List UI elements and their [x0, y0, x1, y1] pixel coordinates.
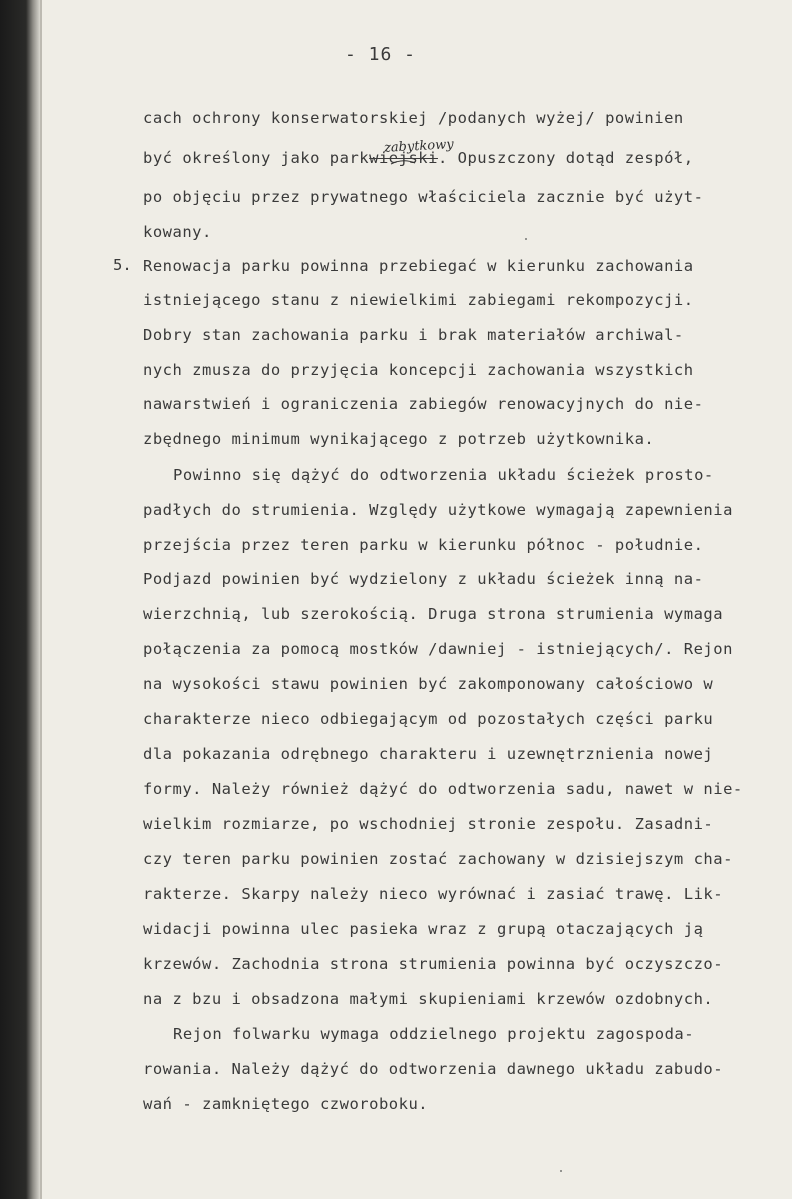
text-line: Dobry stan zachowania parku i brak materiałów archiwal- — [143, 326, 684, 344]
text-line: Podjazd powinien być wydzielony z układu ścieżek inną na- — [143, 570, 704, 588]
paper-speck — [525, 238, 527, 240]
text-line: Rejon folwarku wymaga oddzielnego projektu zagospoda- — [173, 1025, 695, 1043]
text-line: charakterze nieco odbiegającym od pozostałych części parku — [143, 710, 714, 728]
paper-speck — [560, 1170, 562, 1172]
text-line: widacji powinna ulec pasieka wraz z grupą otaczających ją — [143, 920, 704, 938]
text-line: połączenia za pomocą mostków /dawniej - istniejących/. Rejon — [143, 640, 733, 658]
text-line: formy. Należy również dążyć do odtworzenia sadu, nawet w nie- — [143, 780, 743, 798]
text-line: wielkim rozmiarze, po wschodniej stronie zespołu. Zasadni- — [143, 815, 714, 833]
section-number: 5. — [113, 256, 132, 274]
text-line: kowany. — [143, 223, 212, 241]
text-line: dla pokazania odrębnego charakteru i uzewnętrznienia nowej — [143, 745, 714, 763]
text-line: nych zmusza do przyjęcia koncepcji zachowania wszystkich — [143, 361, 694, 379]
text-line: na wysokości stawu powinien być zakomponowany całościowo w — [143, 675, 714, 693]
text-line: po objęciu przez prywatnego właściciela zacznie być użyt- — [143, 188, 704, 206]
text-line: istniejącego stanu z niewielkimi zabiegami rekompozycji. — [143, 291, 694, 309]
text-line-part: . Opuszczony dotąd zespół, — [437, 149, 694, 167]
text-line-part: być określony jako park — [143, 149, 370, 167]
text-line: zbędnego minimum wynikającego z potrzeb użytkownika. — [143, 430, 655, 448]
page-number: - 16 - — [345, 44, 417, 65]
text-line: Renowacja parku powinna przebiegać w kierunku zachowania — [143, 257, 694, 275]
text-line: wierzchnią, lub szerokością. Druga strona strumienia wymaga — [143, 605, 724, 623]
handwritten-insert: zabytkowy — [383, 137, 455, 156]
text-line: cach ochrony konserwatorskiej /podanych wyżej/ powinien — [143, 109, 684, 127]
text-line: nawarstwień i ograniczenia zabiegów renowacyjnych do nie- — [143, 395, 704, 413]
text-line: wań - zamkniętego czworoboku. — [143, 1095, 429, 1113]
text-line: na z bzu i obsadzona małymi skupieniami krzewów ozdobnych. — [143, 990, 714, 1008]
struck-word: wiejski — [369, 149, 438, 167]
text-line: krzewów. Zachodnia strona strumienia powinna być oczyszczo- — [143, 955, 724, 973]
text-line: padłych do strumienia. Względy użytkowe wymagają zapewnienia — [143, 501, 733, 519]
text-line: Powinno się dążyć do odtworzenia układu ścieżek prosto- — [173, 466, 714, 484]
binding-shadow — [0, 0, 40, 1199]
text-line: czy teren parku powinien zostać zachowany w dzisiejszym cha- — [143, 850, 733, 868]
insert-caret-mark — [390, 156, 416, 166]
text-line: przejścia przez teren parku w kierunku północ - południe. — [143, 536, 704, 554]
text-line: rowania. Należy dążyć do odtworzenia dawnego układu zabudo- — [143, 1060, 724, 1078]
text-line: rakterze. Skarpy należy nieco wyrównać i zasiać trawę. Lik- — [143, 885, 724, 903]
binding-edge — [40, 0, 42, 1199]
